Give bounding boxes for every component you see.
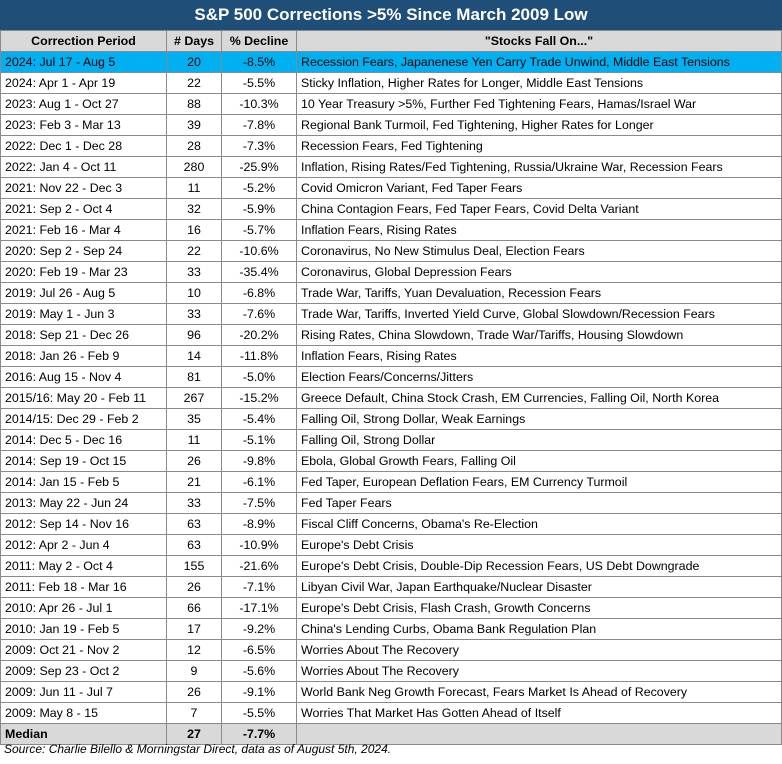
cell-period: 2023: Aug 1 - Oct 27: [1, 94, 167, 115]
table-row: [1, 619, 782, 640]
table-row: [1, 325, 782, 346]
median-days: 27: [167, 724, 222, 745]
cell-reason: China's Lending Curbs, Obama Bank Regulation Plan: [297, 619, 782, 640]
cell-days: 26: [167, 577, 222, 598]
cell-decline: -11.8%: [222, 346, 297, 367]
table-row: [1, 73, 782, 94]
header-row: [1, 31, 782, 52]
table-row: [1, 535, 782, 556]
cell-decline: -5.9%: [222, 199, 297, 220]
cell-days: 14: [167, 346, 222, 367]
cell-days: 267: [167, 388, 222, 409]
cell-decline: -8.9%: [222, 514, 297, 535]
cell-period: 2009: Jun 11 - Jul 7: [1, 682, 167, 703]
table-row: [1, 409, 782, 430]
cell-reason: Sticky Inflation, Higher Rates for Longer, Middle East Tensions: [297, 73, 782, 94]
cell-period: 2022: Dec 1 - Dec 28: [1, 136, 167, 157]
cell-decline: -8.5%: [222, 52, 297, 73]
cell-decline: -6.1%: [222, 472, 297, 493]
table-title: S&P 500 Corrections >5% Since March 2009 Low: [0, 0, 782, 30]
table-row: [1, 241, 782, 262]
cell-decline: -5.2%: [222, 178, 297, 199]
median-decline: -7.7%: [222, 724, 297, 745]
cell-days: 33: [167, 262, 222, 283]
cell-decline: -6.8%: [222, 283, 297, 304]
table-row: [1, 283, 782, 304]
cell-period: 2011: May 2 - Oct 4: [1, 556, 167, 577]
cell-reason: Rising Rates, China Slowdown, Trade War/Tariffs, Housing Slowdown: [297, 325, 782, 346]
table-row: [1, 220, 782, 241]
table-row: [1, 178, 782, 199]
cell-decline: -21.6%: [222, 556, 297, 577]
cell-period: 2014: Dec 5 - Dec 16: [1, 430, 167, 451]
cell-days: 22: [167, 73, 222, 94]
cell-reason: Europe's Debt Crisis: [297, 535, 782, 556]
cell-reason: Trade War, Tariffs, Yuan Devaluation, Recession Fears: [297, 283, 782, 304]
cell-period: 2020: Sep 2 - Sep 24: [1, 241, 167, 262]
cell-reason: Inflation, Rising Rates/Fed Tightening, Russia/Ukraine War, Recession Fears: [297, 157, 782, 178]
table-row: [1, 94, 782, 115]
table-row: [1, 661, 782, 682]
cell-decline: -20.2%: [222, 325, 297, 346]
cell-days: 96: [167, 325, 222, 346]
cell-period: 2024: Apr 1 - Apr 19: [1, 73, 167, 94]
table-row: [1, 493, 782, 514]
cell-period: 2015/16: May 20 - Feb 11: [1, 388, 167, 409]
cell-days: 12: [167, 640, 222, 661]
cell-days: 88: [167, 94, 222, 115]
cell-days: 20: [167, 52, 222, 73]
cell-period: 2016: Aug 15 - Nov 4: [1, 367, 167, 388]
cell-reason: Coronavirus, No New Stimulus Deal, Election Fears: [297, 241, 782, 262]
cell-days: 35: [167, 409, 222, 430]
cell-period: 2012: Sep 14 - Nov 16: [1, 514, 167, 535]
cell-days: 33: [167, 304, 222, 325]
header-decline: % Decline: [222, 31, 297, 52]
table-row: [1, 640, 782, 661]
cell-days: 10: [167, 283, 222, 304]
cell-decline: -7.5%: [222, 493, 297, 514]
cell-reason: China Contagion Fears, Fed Taper Fears, Covid Delta Variant: [297, 199, 782, 220]
cell-reason: Recession Fears, Fed Tightening: [297, 136, 782, 157]
cell-decline: -9.1%: [222, 682, 297, 703]
table-row: [1, 115, 782, 136]
cell-decline: -5.6%: [222, 661, 297, 682]
cell-decline: -5.5%: [222, 73, 297, 94]
cell-reason: Greece Default, China Stock Crash, EM Currencies, Falling Oil, North Korea: [297, 388, 782, 409]
cell-period: 2011: Feb 18 - Mar 16: [1, 577, 167, 598]
cell-reason: Falling Oil, Strong Dollar: [297, 430, 782, 451]
cell-reason: 10 Year Treasury >5%, Further Fed Tightening Fears, Hamas/Israel War: [297, 94, 782, 115]
cell-days: 33: [167, 493, 222, 514]
table-row: [1, 388, 782, 409]
cell-reason: Regional Bank Turmoil, Fed Tightening, Higher Rates for Longer: [297, 115, 782, 136]
cell-decline: -15.2%: [222, 388, 297, 409]
cell-period: 2022: Jan 4 - Oct 11: [1, 157, 167, 178]
table-row: [1, 598, 782, 619]
cell-decline: -5.5%: [222, 703, 297, 724]
cell-decline: -10.9%: [222, 535, 297, 556]
cell-days: 26: [167, 451, 222, 472]
cell-period: 2021: Nov 22 - Dec 3: [1, 178, 167, 199]
cell-decline: -7.3%: [222, 136, 297, 157]
cell-days: 39: [167, 115, 222, 136]
cell-decline: -6.5%: [222, 640, 297, 661]
cell-reason: Worries That Market Has Gotten Ahead of Itself: [297, 703, 782, 724]
cell-days: 11: [167, 430, 222, 451]
cell-period: 2018: Sep 21 - Dec 26: [1, 325, 167, 346]
cell-period: 2013: May 22 - Jun 24: [1, 493, 167, 514]
cell-decline: -5.1%: [222, 430, 297, 451]
cell-period: 2024: Jul 17 - Aug 5: [1, 52, 167, 73]
cell-days: 28: [167, 136, 222, 157]
corrections-table: [0, 30, 782, 745]
cell-period: 2018: Jan 26 - Feb 9: [1, 346, 167, 367]
cell-days: 63: [167, 514, 222, 535]
cell-days: 21: [167, 472, 222, 493]
header-correction-period: Correction Period: [1, 31, 167, 52]
table-row: [1, 346, 782, 367]
cell-reason: Europe's Debt Crisis, Flash Crash, Growth Concerns: [297, 598, 782, 619]
cell-decline: -17.1%: [222, 598, 297, 619]
cell-period: 2009: Oct 21 - Nov 2: [1, 640, 167, 661]
table-row: [1, 556, 782, 577]
cell-days: 155: [167, 556, 222, 577]
cell-period: 2014: Jan 15 - Feb 5: [1, 472, 167, 493]
cell-reason: Ebola, Global Growth Fears, Falling Oil: [297, 451, 782, 472]
cell-decline: -9.2%: [222, 619, 297, 640]
cell-days: 7: [167, 703, 222, 724]
table-row: [1, 430, 782, 451]
cell-decline: -7.1%: [222, 577, 297, 598]
cell-reason: Fed Taper, European Deflation Fears, EM Currency Turmoil: [297, 472, 782, 493]
table-row: [1, 157, 782, 178]
cell-period: 2019: Jul 26 - Aug 5: [1, 283, 167, 304]
cell-reason: Recession Fears, Japanenese Yen Carry Trade Unwind, Middle East Tensions: [297, 52, 782, 73]
cell-period: 2019: May 1 - Jun 3: [1, 304, 167, 325]
cell-decline: -5.4%: [222, 409, 297, 430]
cell-reason: Inflation Fears, Rising Rates: [297, 220, 782, 241]
header-days: # Days: [167, 31, 222, 52]
table-row: [1, 199, 782, 220]
table-row: [1, 703, 782, 724]
cell-reason: Libyan Civil War, Japan Earthquake/Nuclear Disaster: [297, 577, 782, 598]
table-row: [1, 136, 782, 157]
cell-days: 63: [167, 535, 222, 556]
cell-reason: Covid Omicron Variant, Fed Taper Fears: [297, 178, 782, 199]
cell-days: 11: [167, 178, 222, 199]
cell-decline: -25.9%: [222, 157, 297, 178]
cell-reason: Fiscal Cliff Concerns, Obama's Re-Election: [297, 514, 782, 535]
cell-decline: -10.3%: [222, 94, 297, 115]
table-row: [1, 472, 782, 493]
table-row: [1, 514, 782, 535]
cell-period: 2023: Feb 3 - Mar 13: [1, 115, 167, 136]
table-row: [1, 451, 782, 472]
cell-days: 22: [167, 241, 222, 262]
table-row: [1, 577, 782, 598]
header-stocks-fall-on: "Stocks Fall On...": [297, 31, 782, 52]
cell-decline: -5.7%: [222, 220, 297, 241]
cell-days: 81: [167, 367, 222, 388]
cell-reason: World Bank Neg Growth Forecast, Fears Market Is Ahead of Recovery: [297, 682, 782, 703]
cell-period: 2009: Sep 23 - Oct 2: [1, 661, 167, 682]
cell-reason: Trade War, Tariffs, Inverted Yield Curve, Global Slowdown/Recession Fears: [297, 304, 782, 325]
cell-period: 2010: Jan 19 - Feb 5: [1, 619, 167, 640]
cell-reason: Europe's Debt Crisis, Double-Dip Recession Fears, US Debt Downgrade: [297, 556, 782, 577]
cell-decline: -10.6%: [222, 241, 297, 262]
median-label: Median: [1, 724, 167, 745]
table-row: [1, 304, 782, 325]
cell-reason: Election Fears/Concerns/Jitters: [297, 367, 782, 388]
cell-decline: -9.8%: [222, 451, 297, 472]
cell-decline: -7.6%: [222, 304, 297, 325]
table-row: [1, 262, 782, 283]
cell-reason: Falling Oil, Strong Dollar, Weak Earnings: [297, 409, 782, 430]
cell-days: 17: [167, 619, 222, 640]
cell-reason: Inflation Fears, Rising Rates: [297, 346, 782, 367]
cell-reason: Coronavirus, Global Depression Fears: [297, 262, 782, 283]
table-row: [1, 52, 782, 73]
cell-days: 9: [167, 661, 222, 682]
cell-period: 2021: Feb 16 - Mar 4: [1, 220, 167, 241]
cell-period: 2009: May 8 - 15: [1, 703, 167, 724]
cell-days: 280: [167, 157, 222, 178]
cell-period: 2021: Sep 2 - Oct 4: [1, 199, 167, 220]
cell-decline: -5.0%: [222, 367, 297, 388]
cell-days: 32: [167, 199, 222, 220]
cell-decline: -35.4%: [222, 262, 297, 283]
cell-period: 2012: Apr 2 - Jun 4: [1, 535, 167, 556]
cell-days: 16: [167, 220, 222, 241]
cell-period: 2014/15: Dec 29 - Feb 2: [1, 409, 167, 430]
cell-period: 2010: Apr 26 - Jul 1: [1, 598, 167, 619]
cell-reason: Worries About The Recovery: [297, 640, 782, 661]
cell-period: 2020: Feb 19 - Mar 23: [1, 262, 167, 283]
cell-reason: Fed Taper Fears: [297, 493, 782, 514]
cell-days: 26: [167, 682, 222, 703]
cell-reason: Worries About The Recovery: [297, 661, 782, 682]
source-note: Source: Charlie Bilello & Morningstar Direct, data as of August 5th, 2024.: [4, 742, 392, 756]
cell-days: 66: [167, 598, 222, 619]
table-row: [1, 367, 782, 388]
table-body: [1, 52, 782, 724]
table-row: [1, 682, 782, 703]
cell-decline: -7.8%: [222, 115, 297, 136]
cell-period: 2014: Sep 19 - Oct 15: [1, 451, 167, 472]
